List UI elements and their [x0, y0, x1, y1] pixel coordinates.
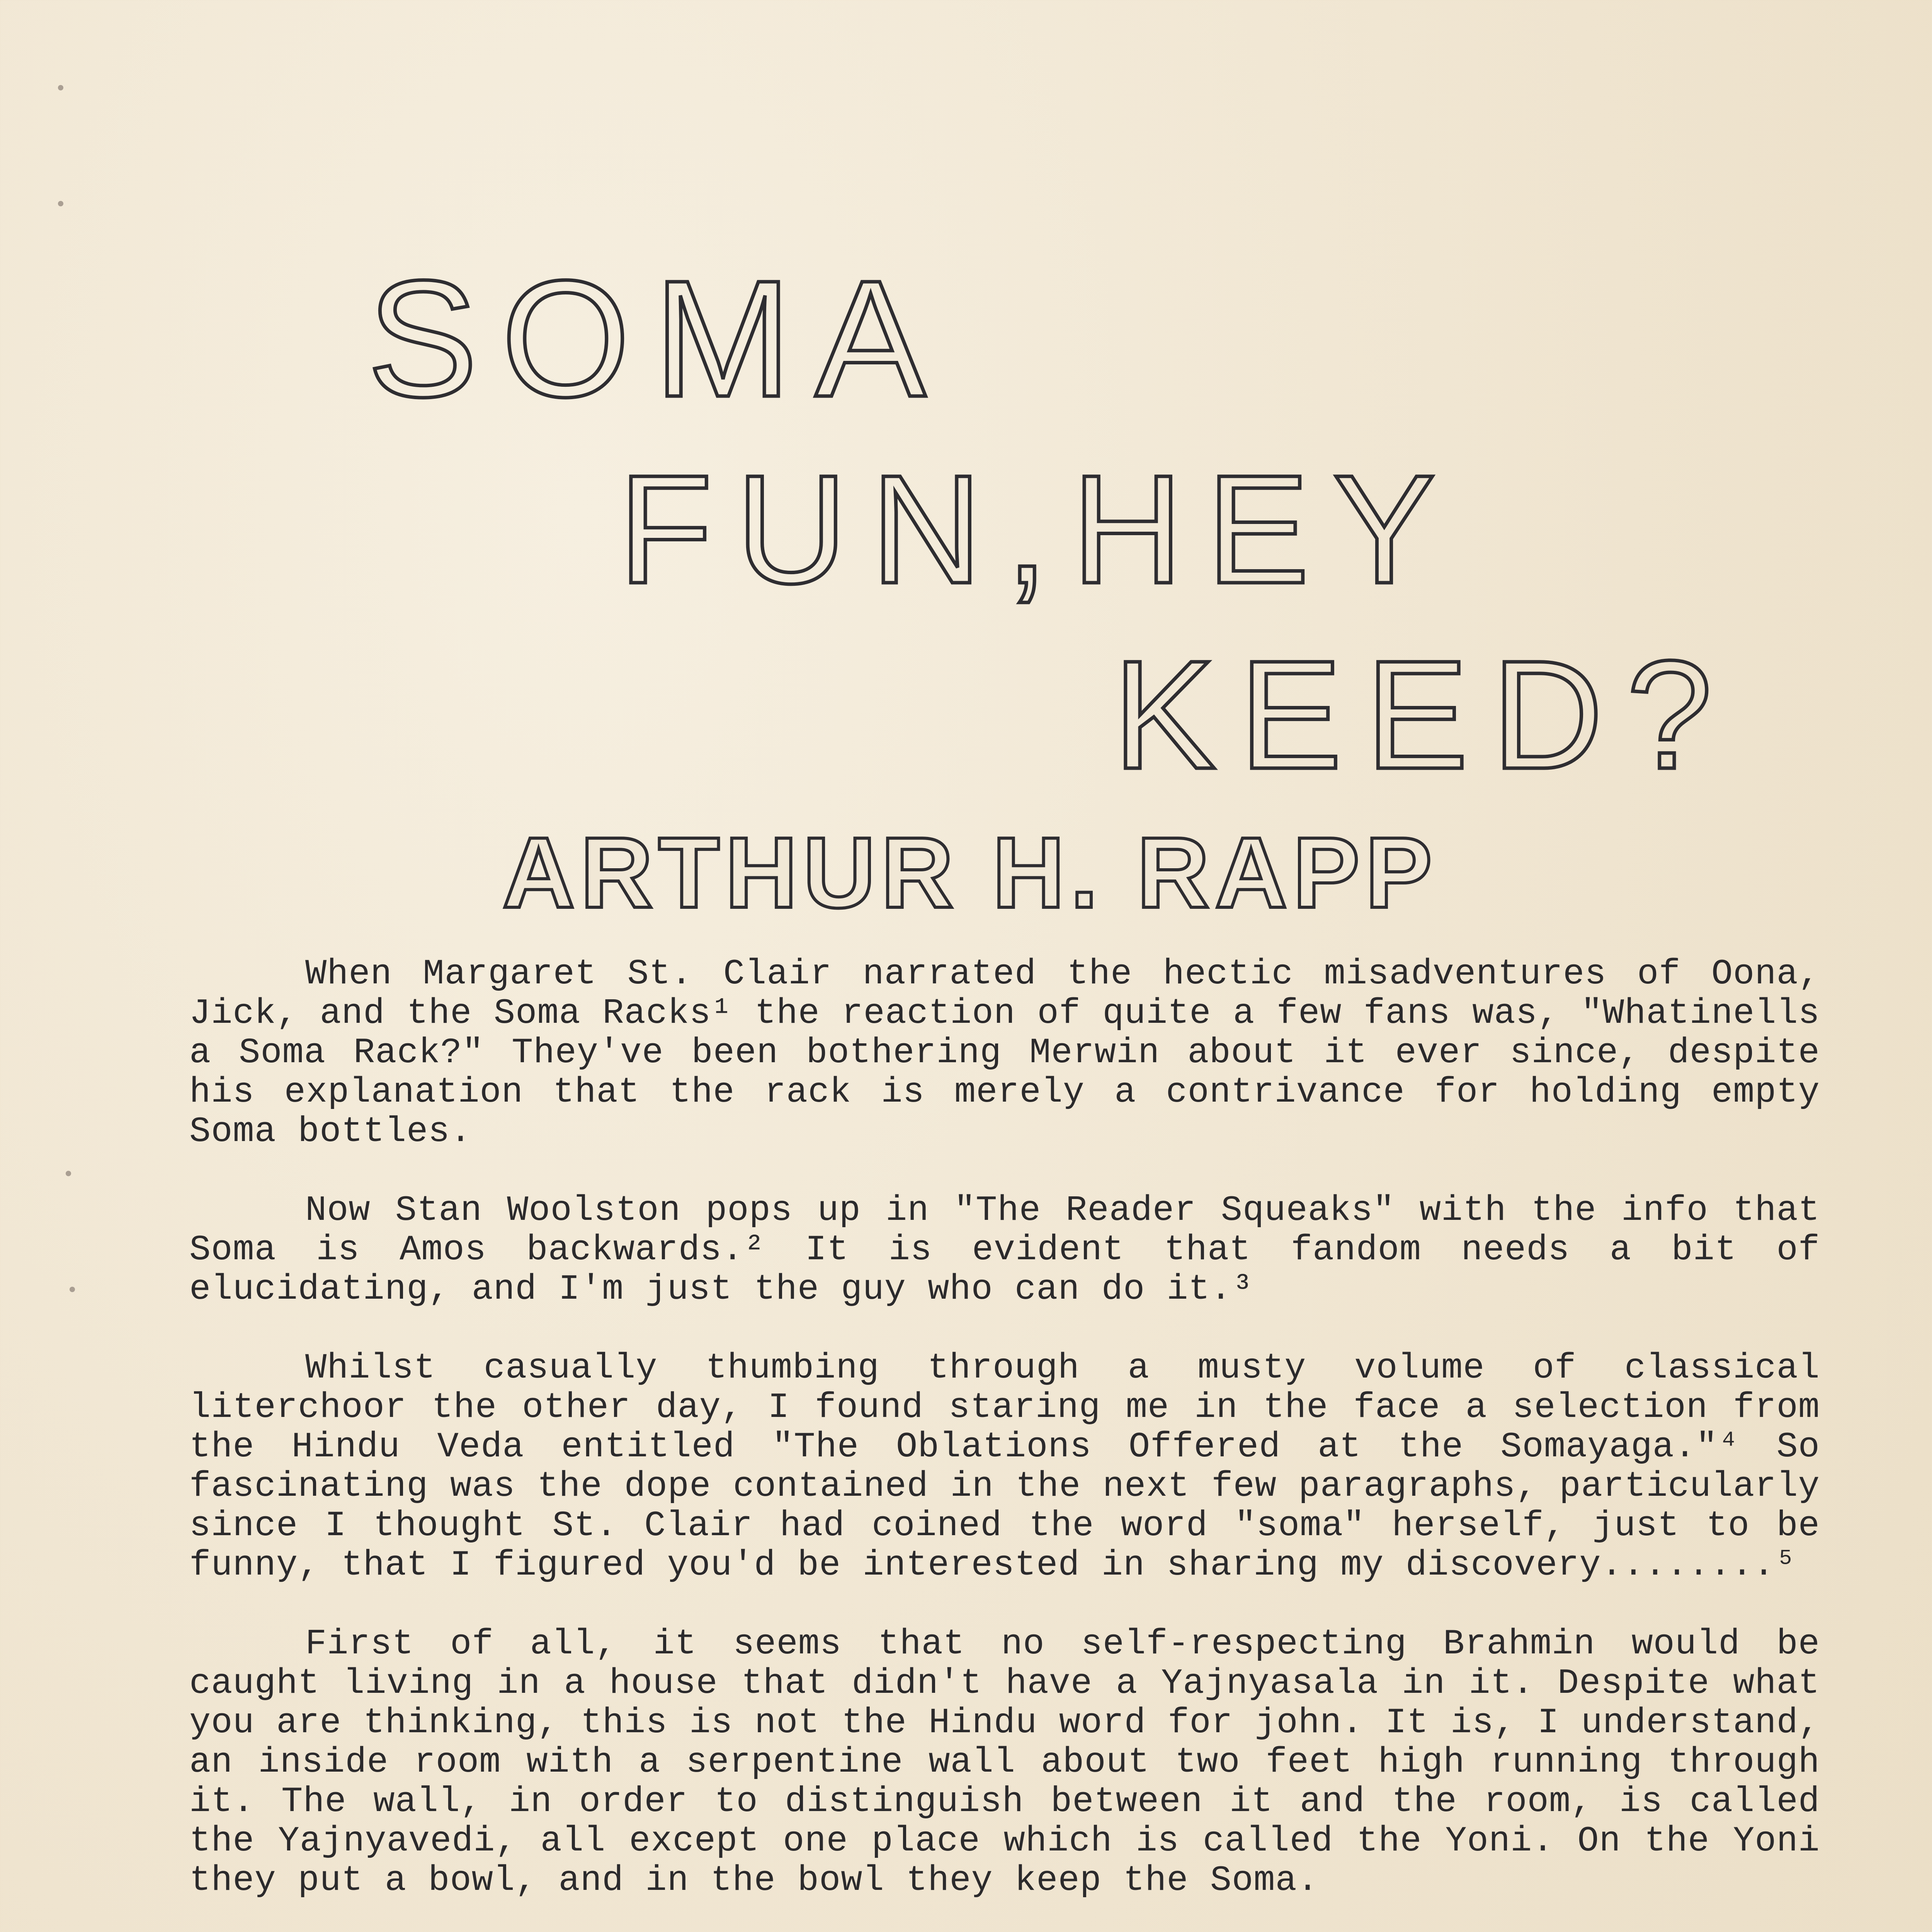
paper-speck [66, 1171, 71, 1176]
paper-speck [58, 85, 63, 90]
title-line-2: FUN,HEY [618, 443, 1459, 616]
title-line-1: SOMA [367, 246, 949, 432]
paragraph-4: First of all, it seems that no self-respecting Brahmin would be caught living in a house that didn't have a Yajnyasala in it. Despite what you are thinking, this is not the Hindu word for john. It is, I understand, an inside room with a serpentine wall about two feet high running through it. The wall, in order to distinguish between it and the room, is called the Yajnyavedi, all except one place which is called the Yoni. On the Yoni they put a bowl, and in the bowl they keep the Soma. [189, 1624, 1820, 1901]
paper-speck [58, 201, 63, 206]
title-line-3: KEED? [1113, 628, 1736, 801]
article-body [189, 954, 1820, 1932]
paper-speck [70, 1287, 75, 1292]
author-byline: ARTHUR H. RAPP [502, 817, 1438, 929]
paragraph-1: When Margaret St. Clair narrated the hectic misadventures of Oona, Jick, and the Soma Racks¹ the reaction of quite a few fans was, "Whatinells a Soma Rack?" They've been bothering Merwin about it ever since, despite his explanation that the rack is merely a contrivance for holding empty Soma bottles. [189, 954, 1820, 1152]
paragraph-2: Now Stan Woolston pops up in "The Reader Squeaks" with the info that Soma is Amos backwards.² It is evident that fandom needs a bit of elucidating, and I'm just the guy who can do it.³ [189, 1190, 1820, 1310]
paragraph-3: Whilst casually thumbing through a musty volume of classical literchoor the other day, I found staring me in the face a selection from the Hindu Veda entitled "The Oblations Offered at the Somayaga."⁴ So fascinating was the dope contained in the next few paragraphs, particularly since I thought St. Clair had coined the word "soma" herself, just to be funny, that I figured you'd be interested in sharing my discovery........⁵ [189, 1348, 1820, 1585]
